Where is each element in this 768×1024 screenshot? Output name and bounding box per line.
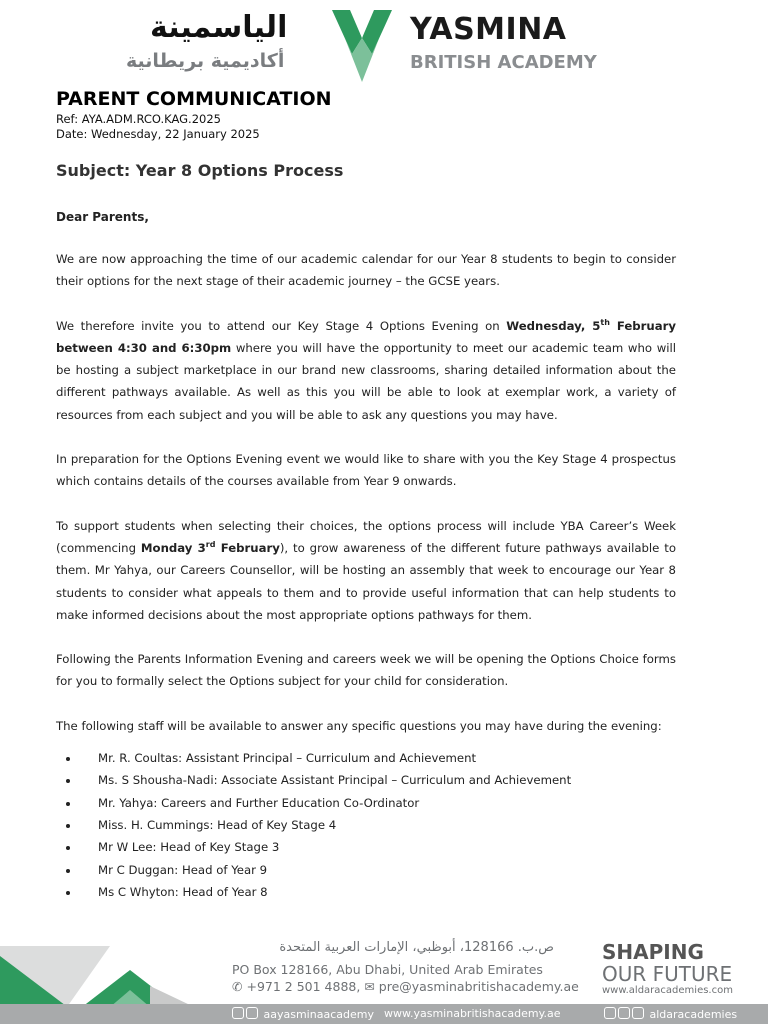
phone-icon: ✆ <box>232 979 243 994</box>
school-website[interactable]: www.yasminabritishacademy.ae <box>384 1007 561 1020</box>
reference-line: Ref: AYA.ADM.RCO.KAG.2025 <box>56 112 221 126</box>
social-handle[interactable]: aayasminaacademy <box>232 1007 374 1021</box>
paragraph-careers-week <box>56 515 676 626</box>
facebook-icon <box>232 1007 244 1019</box>
tagline-line-2: OUR FUTURE <box>602 962 733 986</box>
paragraph-intro: We are now approaching the time of our academic calendar for our Year 8 students to begin to consider their options for the next stage of their academic journey – the GCSE years. <box>56 252 676 289</box>
list-item: • Miss. H. Cummings: Head of Key Stage 4 <box>80 814 676 836</box>
footer-email[interactable]: pre@yasminabritishacademy.ae <box>378 979 579 994</box>
list-item: • Mr W Lee: Head of Key Stage 3 <box>80 836 676 858</box>
arabic-school-name: الياسمينة <box>150 10 288 45</box>
footer-contact <box>232 979 579 994</box>
careers-week-text: To support students when selecting their choices, the options process will include YBA Career’s Week (commencing <box>56 518 676 555</box>
aldar-handle[interactable]: aldaracademies <box>604 1007 737 1021</box>
invitation-details: where you will have the opportunity to meet our academic team who will be hosting a subject marketplace in our brand new classrooms, sharing detailed information about the different pathways available. As well as this you will be able to look at exemplar work, a variety of resources from each subject and you will be able to ask any questions you may have. <box>56 340 676 422</box>
paragraph-options-forms: Following the Parents Information Evening and careers week we will be opening the Options Choice forms for you to formally select the Options subject for your child for consideration. <box>56 652 676 689</box>
instagram-icon <box>618 1007 630 1019</box>
invitation-text: We therefore invite you to attend our Key Stage 4 Options Evening on <box>56 318 507 333</box>
facebook-icon <box>604 1007 616 1019</box>
footer-arabic-address: ص.ب. 128166، أبوظبي، الإمارات العربية المتحدة <box>279 940 554 955</box>
careers-week-details: ), to grow awareness of the different future pathways available to them. Mr Yahya, our Careers Counsellor, will be hosting an assembly that week to encourage our Year 8 students to consider what appeals to them and to provide useful information that can help students to make informed decisions about the most appropriate options pathways for them. <box>56 540 676 622</box>
list-item: • Mr. R. Coultas: Assistant Principal – Curriculum and Achievement <box>80 747 676 769</box>
document-type-heading: PARENT COMMUNICATION <box>56 88 332 110</box>
letterhead <box>0 0 768 84</box>
list-item: • Ms C Whyton: Head of Year 8 <box>80 881 676 903</box>
list-item: • Mr. Yahya: Careers and Further Education Co-Ordinator <box>80 792 676 814</box>
arabic-school-subtitle: أكاديمية بريطانية <box>126 50 285 72</box>
list-item: • Mr C Duggan: Head of Year 9 <box>80 859 676 881</box>
linkedin-icon <box>632 1007 644 1019</box>
paragraph-staff-intro: The following staff will be available to answer any specific questions you may have during the evening: <box>56 718 662 733</box>
english-school-subtitle: BRITISH ACADEMY <box>410 52 597 73</box>
instagram-icon <box>246 1007 258 1019</box>
list-item: • Ms. S Shousha-Nadi: Associate Assistant Principal – Curriculum and Achievement <box>80 769 676 791</box>
email-icon: ✉ <box>364 979 375 994</box>
date-line: Date: Wednesday, 22 January 2025 <box>56 127 260 141</box>
english-school-name: YASMINA <box>410 12 567 47</box>
careers-week-date: Monday 3rd February <box>140 540 280 555</box>
yasmina-logo-icon <box>330 8 394 82</box>
letter-body <box>56 86 676 903</box>
footer-po-box: PO Box 128166, Abu Dhabi, United Arab Emirates <box>232 962 543 977</box>
staff-list <box>56 747 676 903</box>
aldar-website[interactable]: www.aldaracademies.com <box>602 985 733 996</box>
letter-footer <box>0 926 768 1024</box>
invitation-date: Wednesday, 5th February between 4:30 and 6:30pm <box>56 317 677 355</box>
tagline-line-1: SHAPING <box>602 940 704 964</box>
subject-line: Subject: Year 8 Options Process <box>56 161 344 180</box>
paragraph-prospectus: In preparation for the Options Evening event we would like to share with you the Key Stage 4 prospectus which contains details of the courses available from Year 9 onwards. <box>56 452 676 489</box>
footer-phone[interactable]: +971 2 501 4888, <box>246 979 361 994</box>
greeting: Dear Parents, <box>56 210 149 224</box>
paragraph-invitation <box>56 315 676 426</box>
